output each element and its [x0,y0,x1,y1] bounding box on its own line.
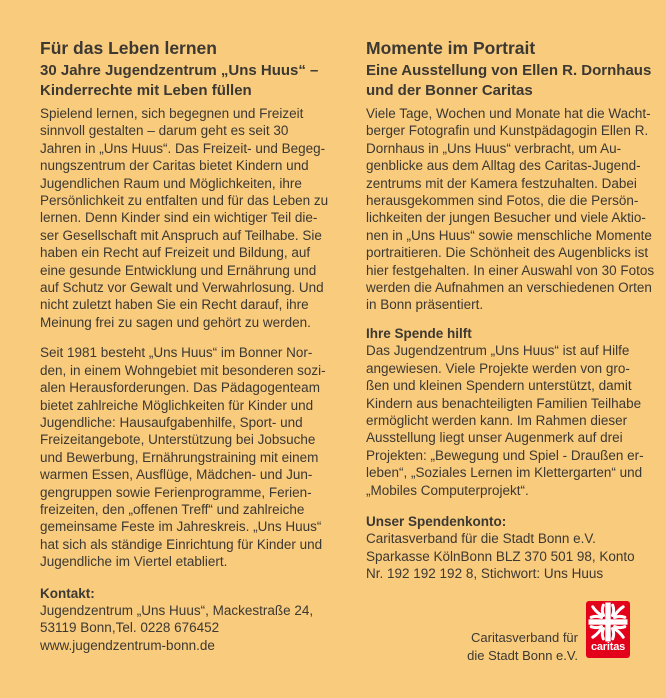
account-heading: Unser Spendenkonto: [366,513,507,529]
donation-text: Das Jugendzentrum „Uns Huus“ ist auf Hilfe angewiesen. Viele Projekte werden von gro- ßen und kleinen Spendern unterstützt, damit Kindern aus benachteiligten Familien Teilhabe ermöglicht werden kann. Im Rahmen dieser Ausstellung liegt unser Augenmerk auf drei Projekten: „Bewegung und Spiel - Draußen er- leben“, „Soziales Lernen im Klettergarten“ und „Mobiles Computerprojekt“. [366,343,644,498]
right-title: Momente im Portrait [366,38,536,58]
caritas-flame-cross-icon [587,602,629,642]
footer-caption: Caritasverband für die Stadt Bonn e.V. [467,630,578,663]
left-paragraph-2: Seit 1981 besteht „Uns Huus“ im Bonner Nor- den, in einem Wohngebiet mit besonderen sozi- alen Herausforderungen. Das Pädagogenteam bietet zahlreiche Möglichkeiten für Kinder und Jugendliche: Hausaufgabenhilfe, Sport- und Freizeitangebote, Unterstützung bei Jobsuche und Bewerbung, Ernährungstraining mit einem warmen Essen, Ausflüge, Mädchen- und Jun- gengruppen sowie Ferienprogramme, Ferien- freizeiten, den „offenen Treff“ und zahlreiche gemeinsame Feste im Jahreskreis. „Uns Huus“ hat sich als ständige Einrichtung für Kinder und Jugendliche im Viertel etabliert. [40,345,326,570]
right-paragraph-1: Viele Tage, Wochen und Monate hat die Wacht- berger Fotografin und Kunstpädagogin Ellen R. Dornhaus in „Uns Huus“ verbracht, um Au- genblicke aus dem Alltag des Caritas-Jugend- zentrums mit der Kamera festzuhalten. Dabei herausgekommen sind Fotos, die die Persön- lichkeiten der jungen Besucher und viele Aktio- nen in „Uns Huus“ sowie menschliche Momente portraitieren. Die Schönheit des Augenblicks ist hier festgehalten. In einer Auswahl von 30 Fotos werden die Aufnahmen an verschiedenen Orten in Bonn präsentiert. [366,106,655,313]
contact-website: www.jugendzentrum-bonn.de [40,637,215,653]
left-subtitle: 30 Jahre Jugendzentrum „Uns Huus“ – Kinderrechte mit Leben füllen [40,62,319,99]
donation-section [366,325,656,499]
right-column [366,38,656,583]
caritas-wordmark: caritas [590,641,626,653]
left-paragraph-1: Spielend lernen, sich begegnen und Freizeit sinnvoll gestalten – darum geht es seit 30 Jahren in „Uns Huus“. Das Freizeit- und Begeg- nungszentrum der Caritas bietet Kindern und Jugendlichen Raum und Möglichkeiten, ihre Persönlichkeit zu entfalten und für das Leben zu lernen. Denn Kinder sind ein wichtiger Teil die- ser Gesellschaft mit Anspruch auf Teilhabe. Sie haben ein Recht auf Freizeit und Bildung, auf eine gesunde Entwicklung und Ernährung und auf Schutz vor Gewalt und Verwahrlosung. Und nicht zuletzt haben Sie ein Recht darauf, ihre Meinung frei zu sagen und gehört zu werden. [40,106,329,330]
contact-address: Jugendzentrum „Uns Huus“, Mackestraße 24, 53119 Bonn,Tel. 0228 676452 [40,602,314,636]
contact-heading: Kontakt: [40,585,95,601]
left-title: Für das Leben lernen [40,38,217,58]
account-section [366,513,656,583]
left-column [40,38,350,654]
contact-section [40,585,350,655]
donation-heading: Ihre Spende hilft [366,325,472,341]
caritas-logo [586,601,630,658]
right-subtitle: Eine Ausstellung von Ellen R. Dornhaus und der Bonner Caritas [366,62,652,99]
account-text: Caritasverband für die Stadt Bonn e.V. Sparkasse KölnBonn BLZ 370 501 98, Konto Nr. 192 192 192 8, Stichwort: Uns Huus [366,531,635,582]
